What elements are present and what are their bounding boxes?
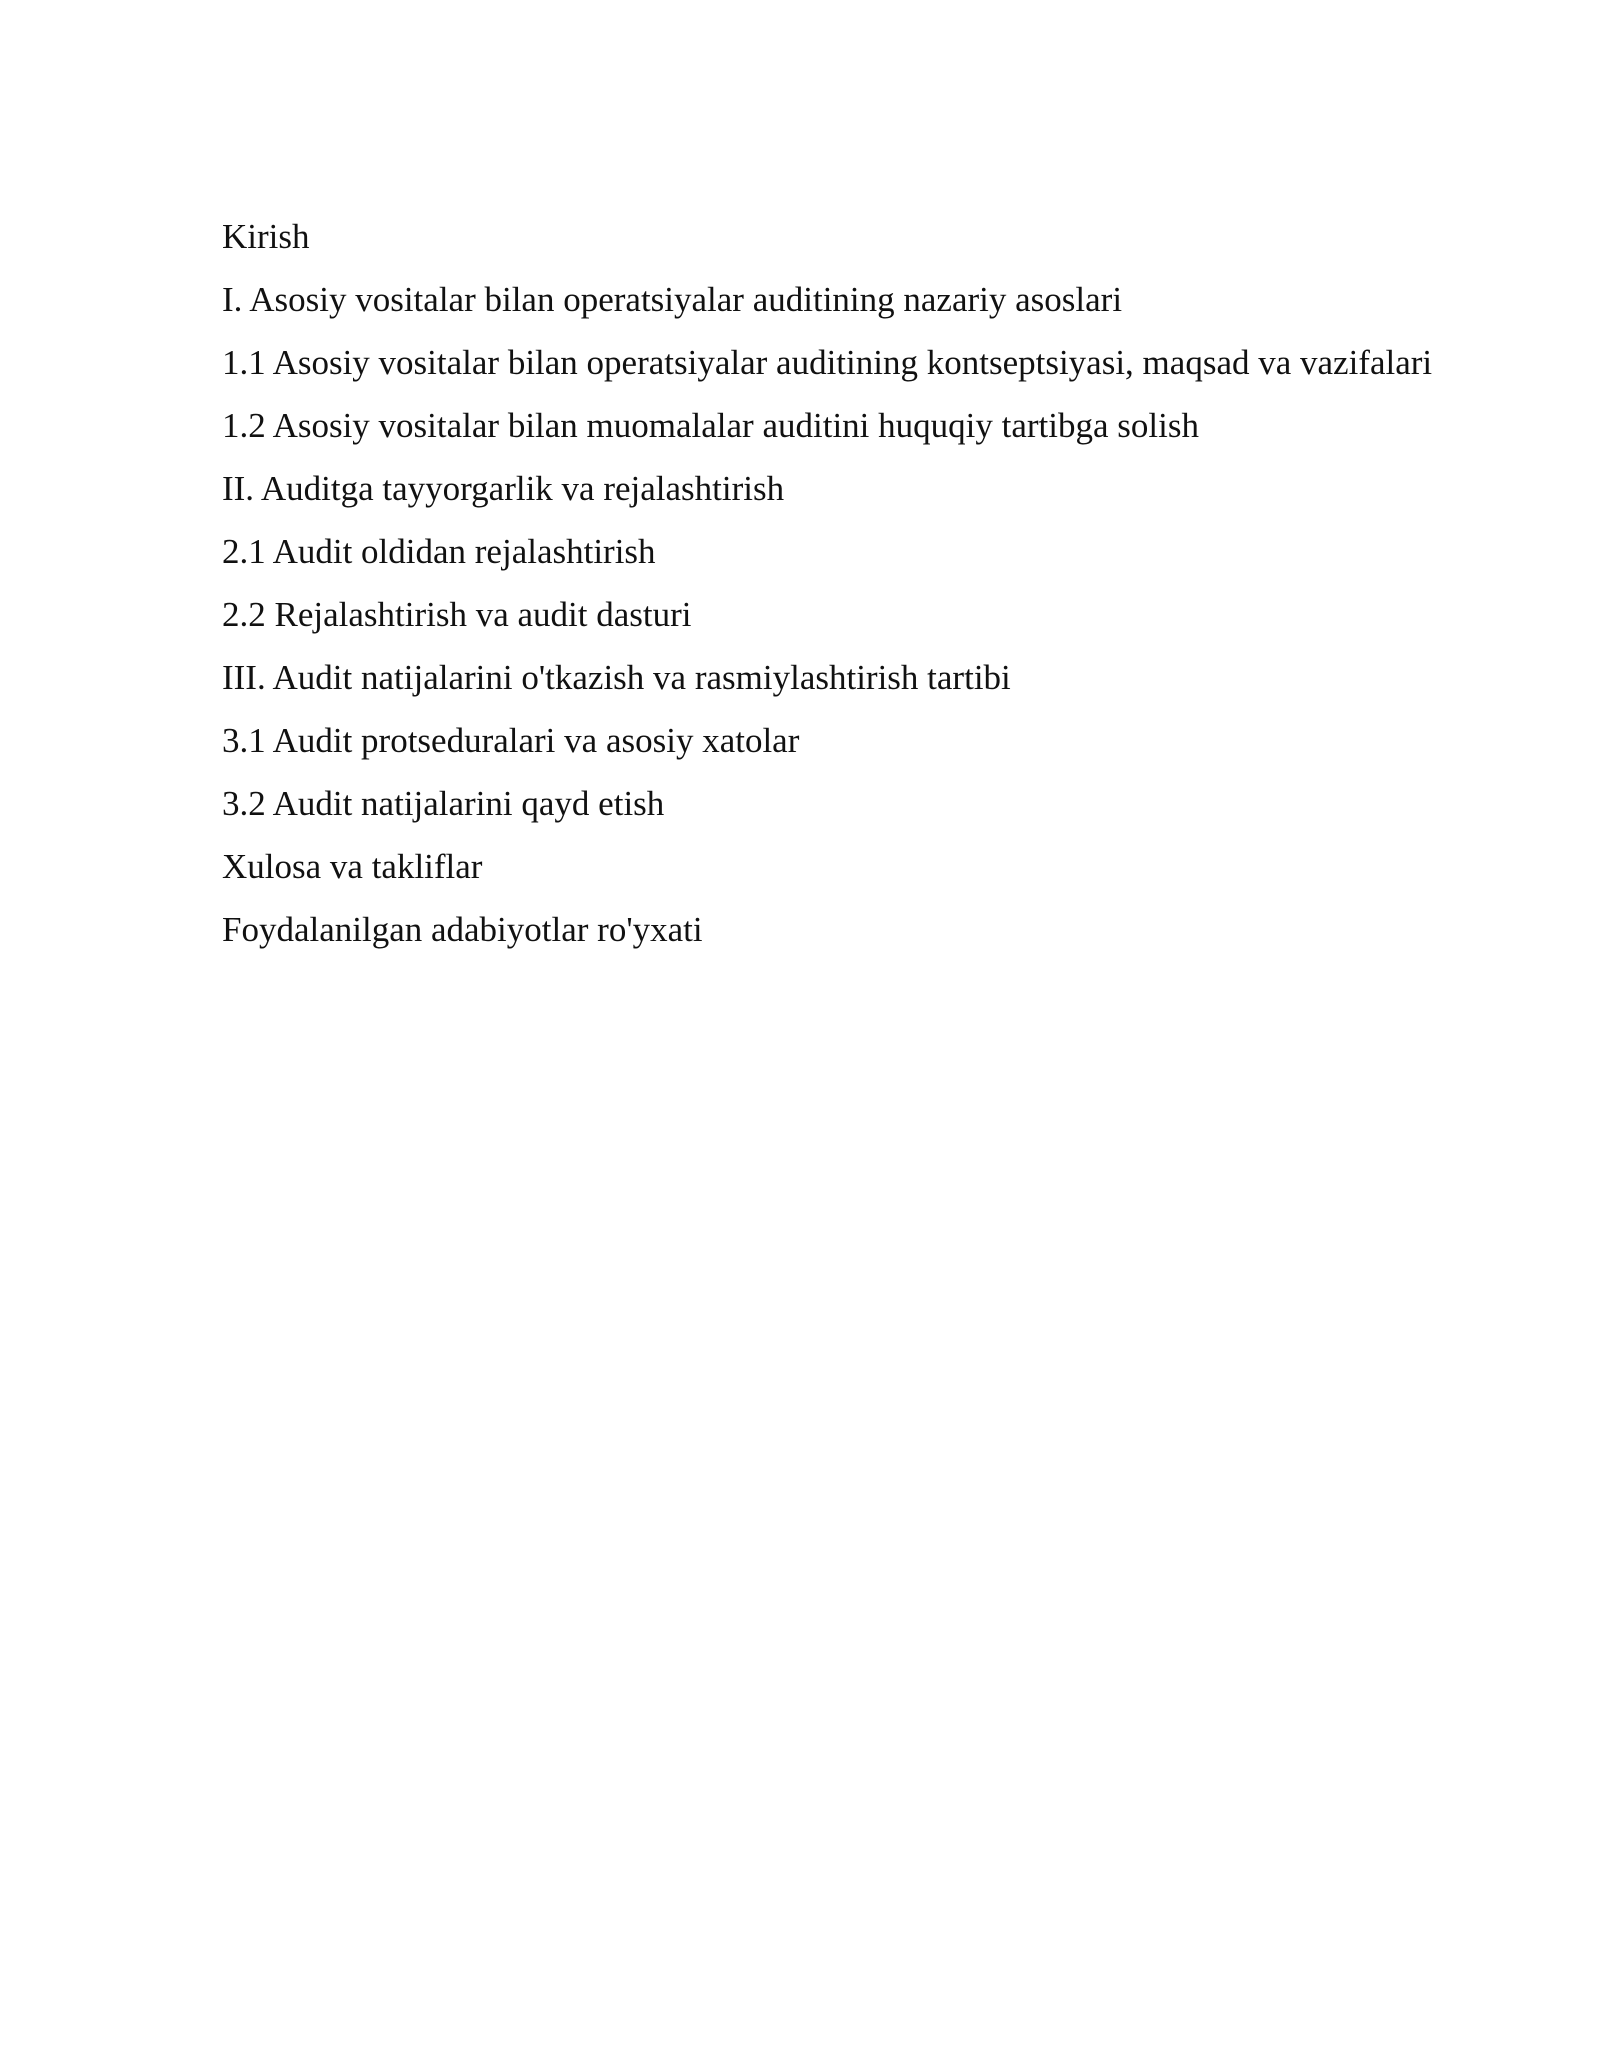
toc-item-introduction: Kirish bbox=[222, 217, 310, 256]
toc-item-section-3-1: 3.1 Audit protseduralari va asosiy xatolar bbox=[222, 721, 800, 760]
toc-item-section-3-2: 3.2 Audit natijalarini qayd etish bbox=[222, 784, 665, 823]
toc-item-chapter-1: I. Asosiy vositalar bilan operatsiyalar auditining nazariy asoslari bbox=[222, 280, 1123, 319]
toc-item-section-2-1: 2.1 Audit oldidan rejalashtirish bbox=[222, 532, 656, 571]
table-of-contents bbox=[222, 205, 1486, 961]
toc-item-section-2-2: 2.2 Rejalashtirish va audit dasturi bbox=[222, 595, 692, 634]
toc-item-section-1-2: 1.2 Asosiy vositalar bilan muomalalar auditini huquqiy tartibga solish bbox=[222, 406, 1199, 445]
toc-item-references: Foydalanilgan adabiyotlar ro'yxati bbox=[222, 910, 703, 949]
toc-item-chapter-2: II. Auditga tayyorgarlik va rejalashtirish bbox=[222, 469, 785, 508]
toc-item-conclusion: Xulosa va takliflar bbox=[222, 847, 483, 886]
toc-item-chapter-3: III. Audit natijalarini o'tkazish va rasmiylashtirish tartibi bbox=[222, 658, 1011, 697]
toc-item-section-1-1: 1.1 Asosiy vositalar bilan operatsiyalar auditining kontseptsiyasi, maqsad va vazifalari bbox=[222, 343, 1433, 382]
